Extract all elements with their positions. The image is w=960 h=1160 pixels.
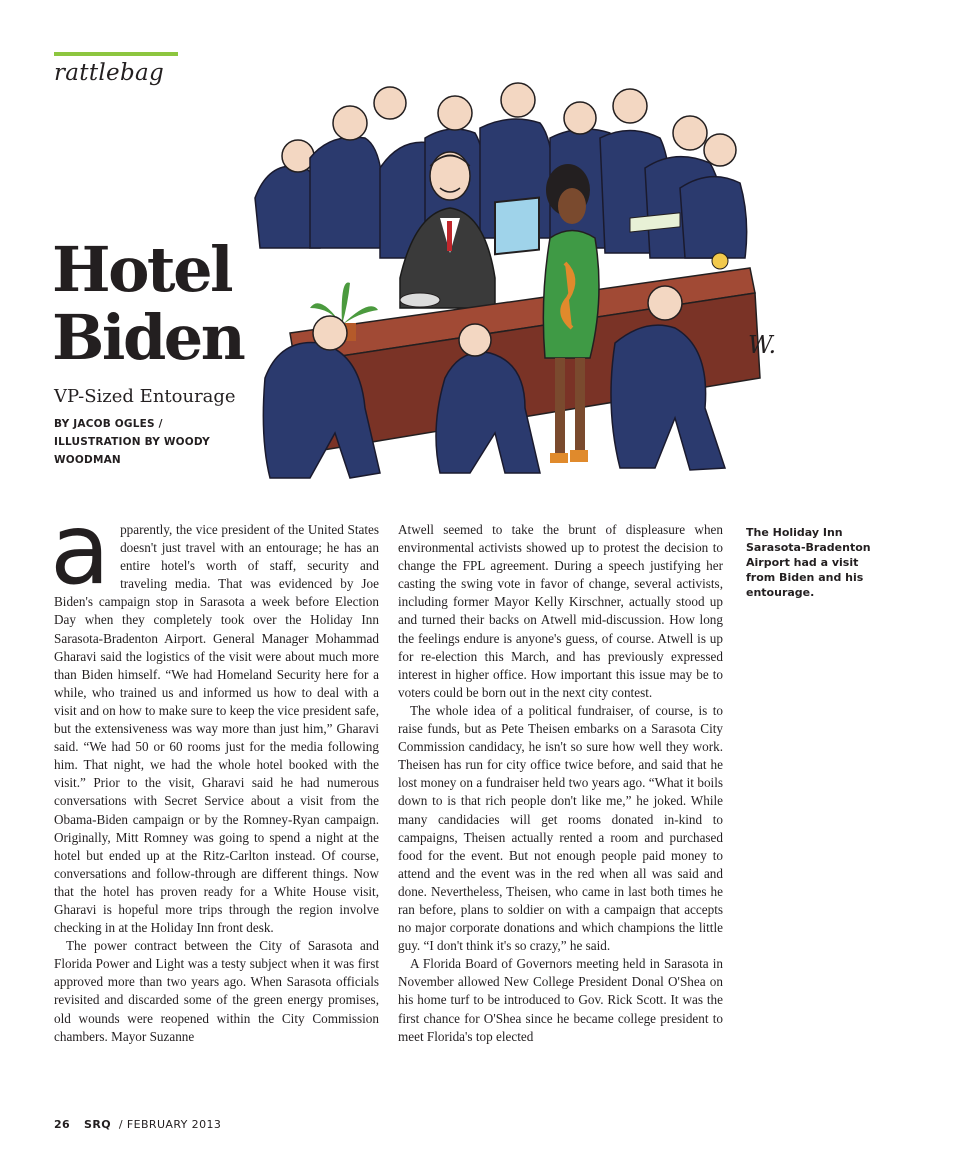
agent-head <box>564 102 596 134</box>
byline-line: WOODMAN <box>54 454 121 466</box>
illustration-caption: The Holiday Inn Sarasota-Bradenton Airport had a visit from Biden and his entourage. <box>746 526 871 599</box>
paragraph: Atwell seemed to take the brunt of displeasure when environmental activists showed up to protest the decision to change the FPL agreement. During a speech justifying her casting the swing vote in favor of change, several activists, including former Mayor Kelly Kirschner, actually stood up and turned their backs on Atwell mid-discussion. How long the feelings endure is anyone's guess, of course. Atwell is up for re-election this March, and has previously expressed interest in higher office. How important this issue may be to voters could be born out in the next city contest. <box>398 522 723 700</box>
byline <box>54 415 229 469</box>
byline-line: BY JACOB OGLES / <box>54 418 163 430</box>
paragraph: The power contract between the City of Sarasota and Florida Power and Light was a testy subject when it was first approved more than two years ago. When Sarasota officials revisited and discarded some of the green energy promises, old wounds were reopened within the City Commission chambers. Mayor Suzanne <box>54 938 379 1044</box>
agent-head <box>648 286 682 320</box>
magazine-name: SRQ <box>84 1118 111 1131</box>
agent-head <box>459 324 491 356</box>
drop-cap: a <box>50 493 111 607</box>
agent-head <box>374 87 406 119</box>
agent-head <box>501 83 535 117</box>
article-column-1 <box>50 493 379 1046</box>
agent-head <box>673 116 707 150</box>
agent-head <box>282 140 314 172</box>
illustrator-signature: W. <box>748 331 777 359</box>
section-accent-bar <box>54 52 178 56</box>
paragraph: A Florida Board of Governors meeting held in Sarasota in November allowed New College President Donal O'Shea on his home turf to be introduced to Gov. Rick Scott. It was the first chance for O'Shea since he became college president to meet Florida's top elected <box>398 956 723 1044</box>
byline-line: ILLUSTRATION BY WOODY <box>54 436 210 448</box>
agent-head <box>333 106 367 140</box>
biden-entourage-illustration <box>250 78 810 518</box>
agent-figure <box>680 177 747 258</box>
headline-line-2: Biden <box>52 301 244 374</box>
page-footer <box>54 1118 221 1131</box>
paragraph: The whole idea of a political fundraiser, of course, is to raise funds, but as Pete Theisen embarks on a Sarasota City Commission candidacy, he isn't so sure how well they work. Theisen has run for city office twice before, and said that he lost money on a fundraiser held two years ago. “What it boils down to is that rich people don't like me,” he joked. While many candidacies will get rooms donated in-kind to campaigns, Theisen actually rented a room and purchased food for the event. But not enough people paid money to attend and the event was in the red when all was said and done. Nevertheless, Theisen, who came in last both times he ran before, plans to soldier on with a campaign that accepts no major corporate donations and which champions the little guy. “I don't think it's so crazy,” he said. <box>398 702 723 954</box>
headline-line-1: Hotel <box>52 233 232 306</box>
page-number: 26 <box>54 1118 71 1131</box>
article-headline <box>52 233 244 374</box>
paragraph: pparently, the vice president of the United States doesn't just travel with an entourage; he has an entire hotel's worth of staff, security and traveling media. That was evidenced by Joe Biden's campaign stop in Sarasota a week before Election Day when they completely took over the Holiday Inn Sarasota-Bradenton Airport. General Manager Mohammad Gharavi said the logistics of the visit were about much more than Biden himself. “We had Homeland Security here for a while, who trained us and informed us how to deal with a visit and on how to make sure to keep the vice president safe, but the extensiveness was way more than just him,” Gharavi said. “We had 50 or 60 rooms just for the media following him. That night, we had the whole hotel booked with the visit.” Prior to the visit, Gharavi said he had numerous conversations with Secret Service about a visit from the Obama-Biden campaign or by the Romney-Ryan campaign. Originally, Mitt Romney was going to spend a night at the hotel but ended up at the Ritz-Carlton instead. Of course, conversations and follow-through are different things. Now that the hotel has proven ready for a White House visit, Gharavi is hopeful more trips through the region involve checking in at the Holiday Inn front desk. <box>54 522 379 936</box>
agent-figure <box>310 137 383 248</box>
article-column-2 <box>398 521 723 1046</box>
agent-head <box>313 316 347 350</box>
section-label: rattlebag <box>54 60 165 86</box>
agent-head <box>613 89 647 123</box>
desk-bell <box>712 253 728 269</box>
desk-monitor <box>495 198 539 255</box>
desk-bowl <box>400 293 440 307</box>
article-subhead: VP-Sized Entourage <box>54 386 236 407</box>
agent-head <box>704 134 736 166</box>
agent-head <box>438 96 472 130</box>
issue-date: / FEBRUARY 2013 <box>118 1118 222 1131</box>
